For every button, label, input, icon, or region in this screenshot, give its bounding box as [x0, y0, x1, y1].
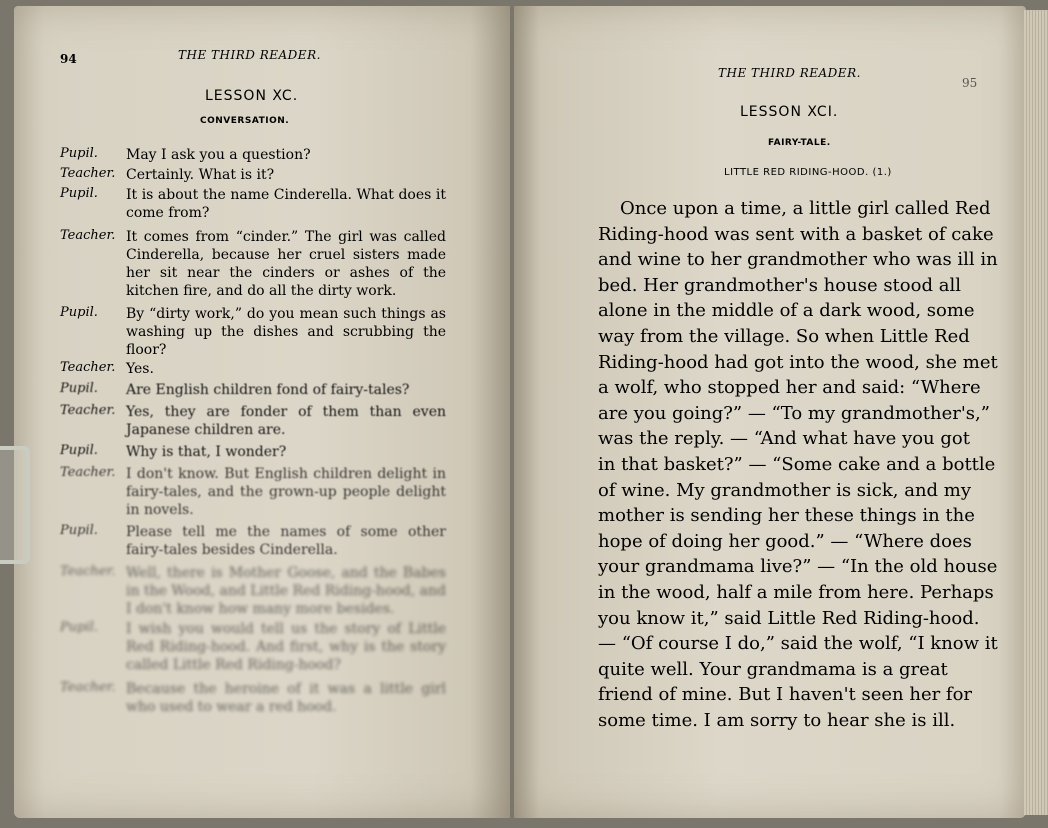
dialogue-text: Are English children fond of fairy-tales? [126, 382, 410, 398]
speaker: Pupil. [60, 443, 98, 458]
page-clip [0, 446, 30, 564]
left-lesson-subtitle: CONVERSATION. [200, 116, 290, 126]
speaker: Teacher. [60, 564, 116, 579]
right-lesson-subtitle: FAIRY-TALE. [768, 138, 831, 148]
story-line: are you going?” — “To my grandmother's,” [598, 402, 990, 424]
story-line: — “Of course I do,” said the wolf, “I know it [598, 633, 998, 655]
story-line: some time. I am sorry to hear she is ill. [598, 709, 956, 731]
story-line: and wine to her grandmother who was ill in [598, 249, 998, 271]
speaker: Pupil. [60, 381, 98, 396]
story-line: of wine. My grandmother is sick, and my [598, 479, 972, 501]
dialogue-text: I wish you would tell us the story of Little Red Riding-hood. And first, why is the story called Little Red Riding-hood? [126, 621, 446, 673]
speaker: Pupil. [60, 620, 98, 635]
speaker: Pupil. [60, 305, 98, 320]
story-line: way from the village. So when Little Red [598, 325, 970, 347]
speaker: Teacher. [60, 228, 116, 243]
story-line: in that basket?” — “Some cake and a bottle [598, 453, 996, 475]
dialogue-text: It comes from “cinder.” The girl was called Cinderella, because her cruel sisters made her sit near the cinders or ashes of the kitchen fire, and do all the dirty work. [126, 229, 446, 299]
right-running-head: THE THIRD READER. [718, 66, 861, 80]
speaker: Teacher. [60, 680, 116, 695]
story-line: Once upon a time, a little girl called Red [620, 198, 991, 219]
story-text [598, 196, 998, 733]
dialogue-text: Yes. [126, 361, 154, 377]
left-page-number: 94 [60, 52, 77, 66]
dialogue-text: Well, there is Mother Goose, and the Babes in the Wood, and Little Red Riding-hood, and I don't know how many more besides. [126, 565, 446, 617]
speaker: Pupil. [60, 146, 98, 161]
story-line: a wolf, who stopped her and said: “Where [598, 377, 981, 399]
speaker: Teacher. [60, 403, 116, 418]
right-page-number: 95 [962, 76, 978, 90]
story-line: mother is sending her these things in the [598, 505, 975, 527]
speaker: Teacher. [60, 166, 116, 181]
story-line: quite well. Your grandmama is a great [598, 658, 948, 680]
story-line: Riding-hood was sent with a basket of cake [598, 223, 994, 245]
left-running-head: THE THIRD READER. [178, 48, 321, 62]
speaker: Pupil. [60, 186, 98, 201]
story-line: alone in the middle of a dark wood, some [598, 300, 975, 322]
story-line: Riding-hood had got into the wood, she met [598, 351, 998, 373]
left-lesson-title: LESSON XC. [205, 88, 299, 104]
dialogue-text: It is about the name Cinderella. What does it come from? [126, 187, 446, 221]
story-line: was the reply. — “And what have you got [598, 428, 970, 450]
page-edges [1024, 10, 1048, 815]
speaker: Pupil. [60, 523, 98, 538]
dialogue-text: I don't know. But English children delight in fairy-tales, and the grown-up people delight in novels. [126, 466, 446, 518]
story-line: friend of mine. But I haven't seen her for [598, 684, 973, 706]
speaker: Teacher. [60, 465, 116, 480]
right-lesson-title: LESSON XCI. [740, 104, 839, 120]
story-line: your grandmama live?” — “In the old house [598, 556, 998, 578]
dialogue-text: By “dirty work,” do you mean such things as washing up the dishes and scrubbing the floor? [126, 306, 446, 358]
story-line: you know it,” said Little Red Riding-hood. [598, 607, 980, 629]
dialogue-text: Please tell me the names of some other fairy-tales besides Cinderella. [126, 524, 446, 558]
story-line: in the wood, half a mile from here. Perhaps [598, 581, 994, 603]
story-line: bed. Her grandmother's house stood all [598, 274, 961, 296]
dialogue-text: May I ask you a question? [126, 147, 311, 163]
story-title: LITTLE RED RIDING-HOOD. (1.) [724, 167, 892, 178]
dialogue-text: Yes, they are fonder of them than even Japanese children are. [126, 404, 446, 438]
speaker: Teacher. [60, 360, 116, 375]
dialogue-text: Because the heroine of it was a little girl who used to wear a red hood. [126, 681, 446, 715]
dialogue-text: Certainly. What is it? [126, 167, 275, 183]
story-line: hope of doing her good.” — “Where does [598, 530, 972, 552]
dialogue-text: Why is that, I wonder? [126, 444, 287, 460]
